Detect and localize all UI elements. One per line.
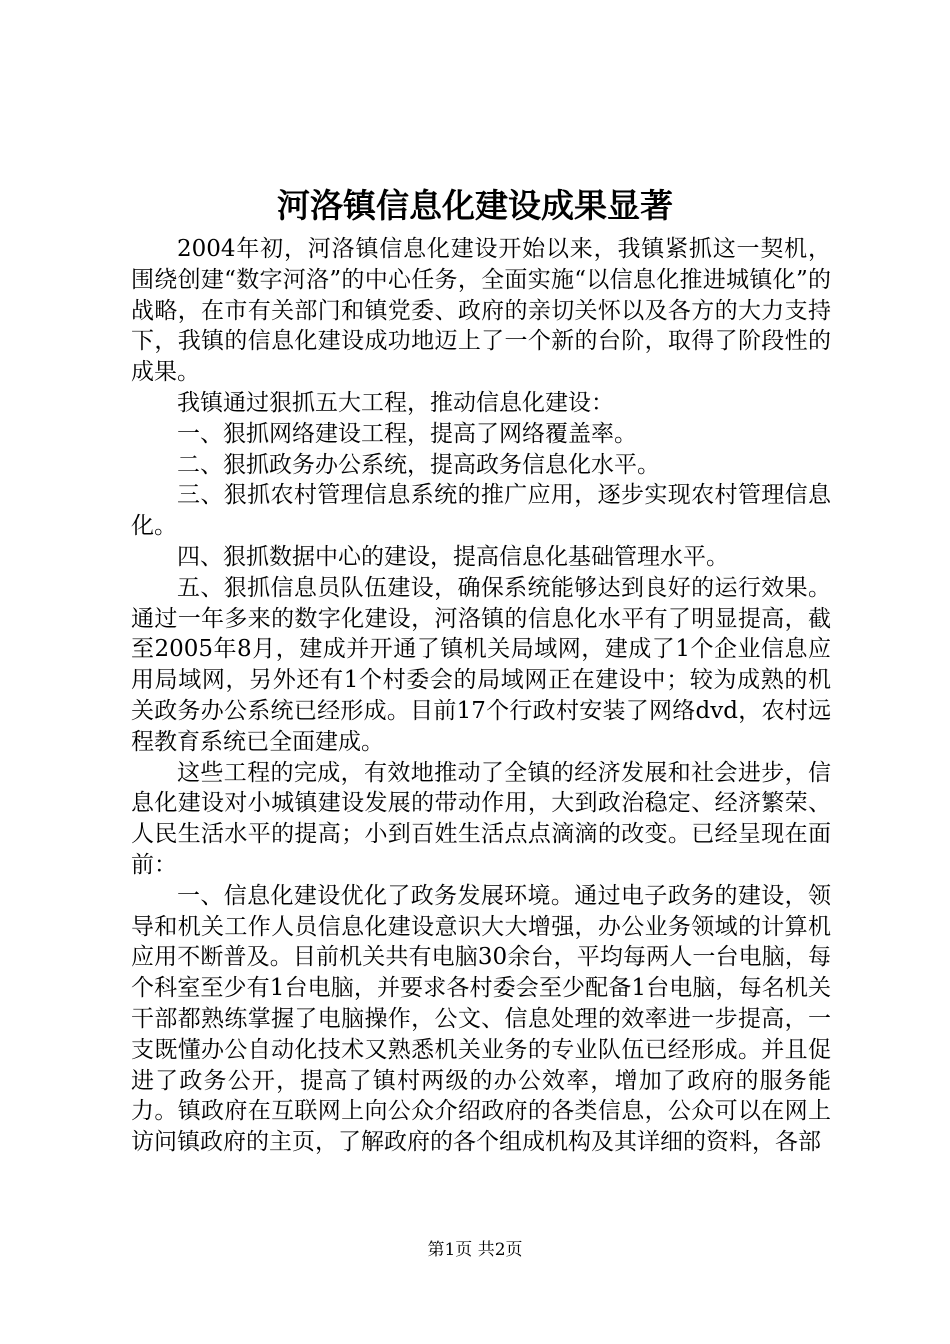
paragraph-intro: 2004年初，河洛镇信息化建设开始以来，我镇紧抓这一契机，围绕创建“数字河洛”的中心任务，全面实施“以信息化推进城镇化”的战略，在市有关部门和镇党委、政府的亲切关怀以及各方的大力支持下，我镇的信息化建设成功地迈上了一个新的台阶，取得了阶段性的成果。: [131, 236, 831, 386]
paragraph-item-1: 一、狠抓网络建设工程，提高了网络覆盖率。: [177, 420, 637, 447]
paragraph-item-2: 二、狠抓政务办公系统，提高政务信息化水平。: [177, 451, 660, 478]
page-footer: 第1页 共2页: [427, 1240, 523, 1260]
paragraph-effect-1: 一、信息化建设优化了政务发展环境。通过电子政务的建设，领导和机关工作人员信息化建设意识大大增强，办公业务领域的计算机应用不断普及。目前机关共有电脑30余台，平均每两人一台电脑，每个科室至少有1台电脑，并要求各村委会至少配备1台电脑，每名机关干部都熟练掌握了电脑操作，公文、信息处理的效率进一步提高，一支既懂办公自动化技术又熟悉机关业务的专业队伍已经形成。并且促进了政务公开，提高了镇村两级的办公效率，增加了政府的服务能力。镇政府在互联网上向公众介绍政府的各类信息，公众可以在网上访问镇政府的主页，了解政府的各个组成机构及其详细的资料，各部: [131, 882, 831, 1156]
paragraph-results: 这些工程的完成，有效地推动了全镇的经济发展和社会进步，信息化建设对小城镇建设发展的带动作用，大到政治稳定、经济繁荣、人民生活水平的提高；小到百姓生活点点滴滴的改变。已经呈现在面前：: [131, 759, 831, 878]
paragraph-five-projects: 我镇通过狠抓五大工程，推动信息化建设：: [177, 389, 614, 416]
paragraph-item-5: 五、狠抓信息员队伍建设，确保系统能够达到良好的运行效果。通过一年多来的数字化建设，河洛镇的信息化水平有了明显提高，截至2005年8月，建成并开通了镇机关局域网，建成了1个企业信息应用局域网，另外还有1个村委会的局域网正在建设中；较为成熟的机关政务办公系统已经形成。目前17个行政村安装了网络dvd，农村远程教育系统已全面建成。: [131, 574, 831, 755]
document-body: [131, 234, 831, 1158]
paragraph-item-4: 四、狠抓数据中心的建设，提高信息化基础管理水平。: [177, 543, 729, 570]
document-title: 河洛镇信息化建设成果显著: [277, 186, 673, 225]
paragraph-item-3: 三、狠抓农村管理信息系统的推广应用，逐步实现农村管理信息化。: [131, 482, 831, 540]
